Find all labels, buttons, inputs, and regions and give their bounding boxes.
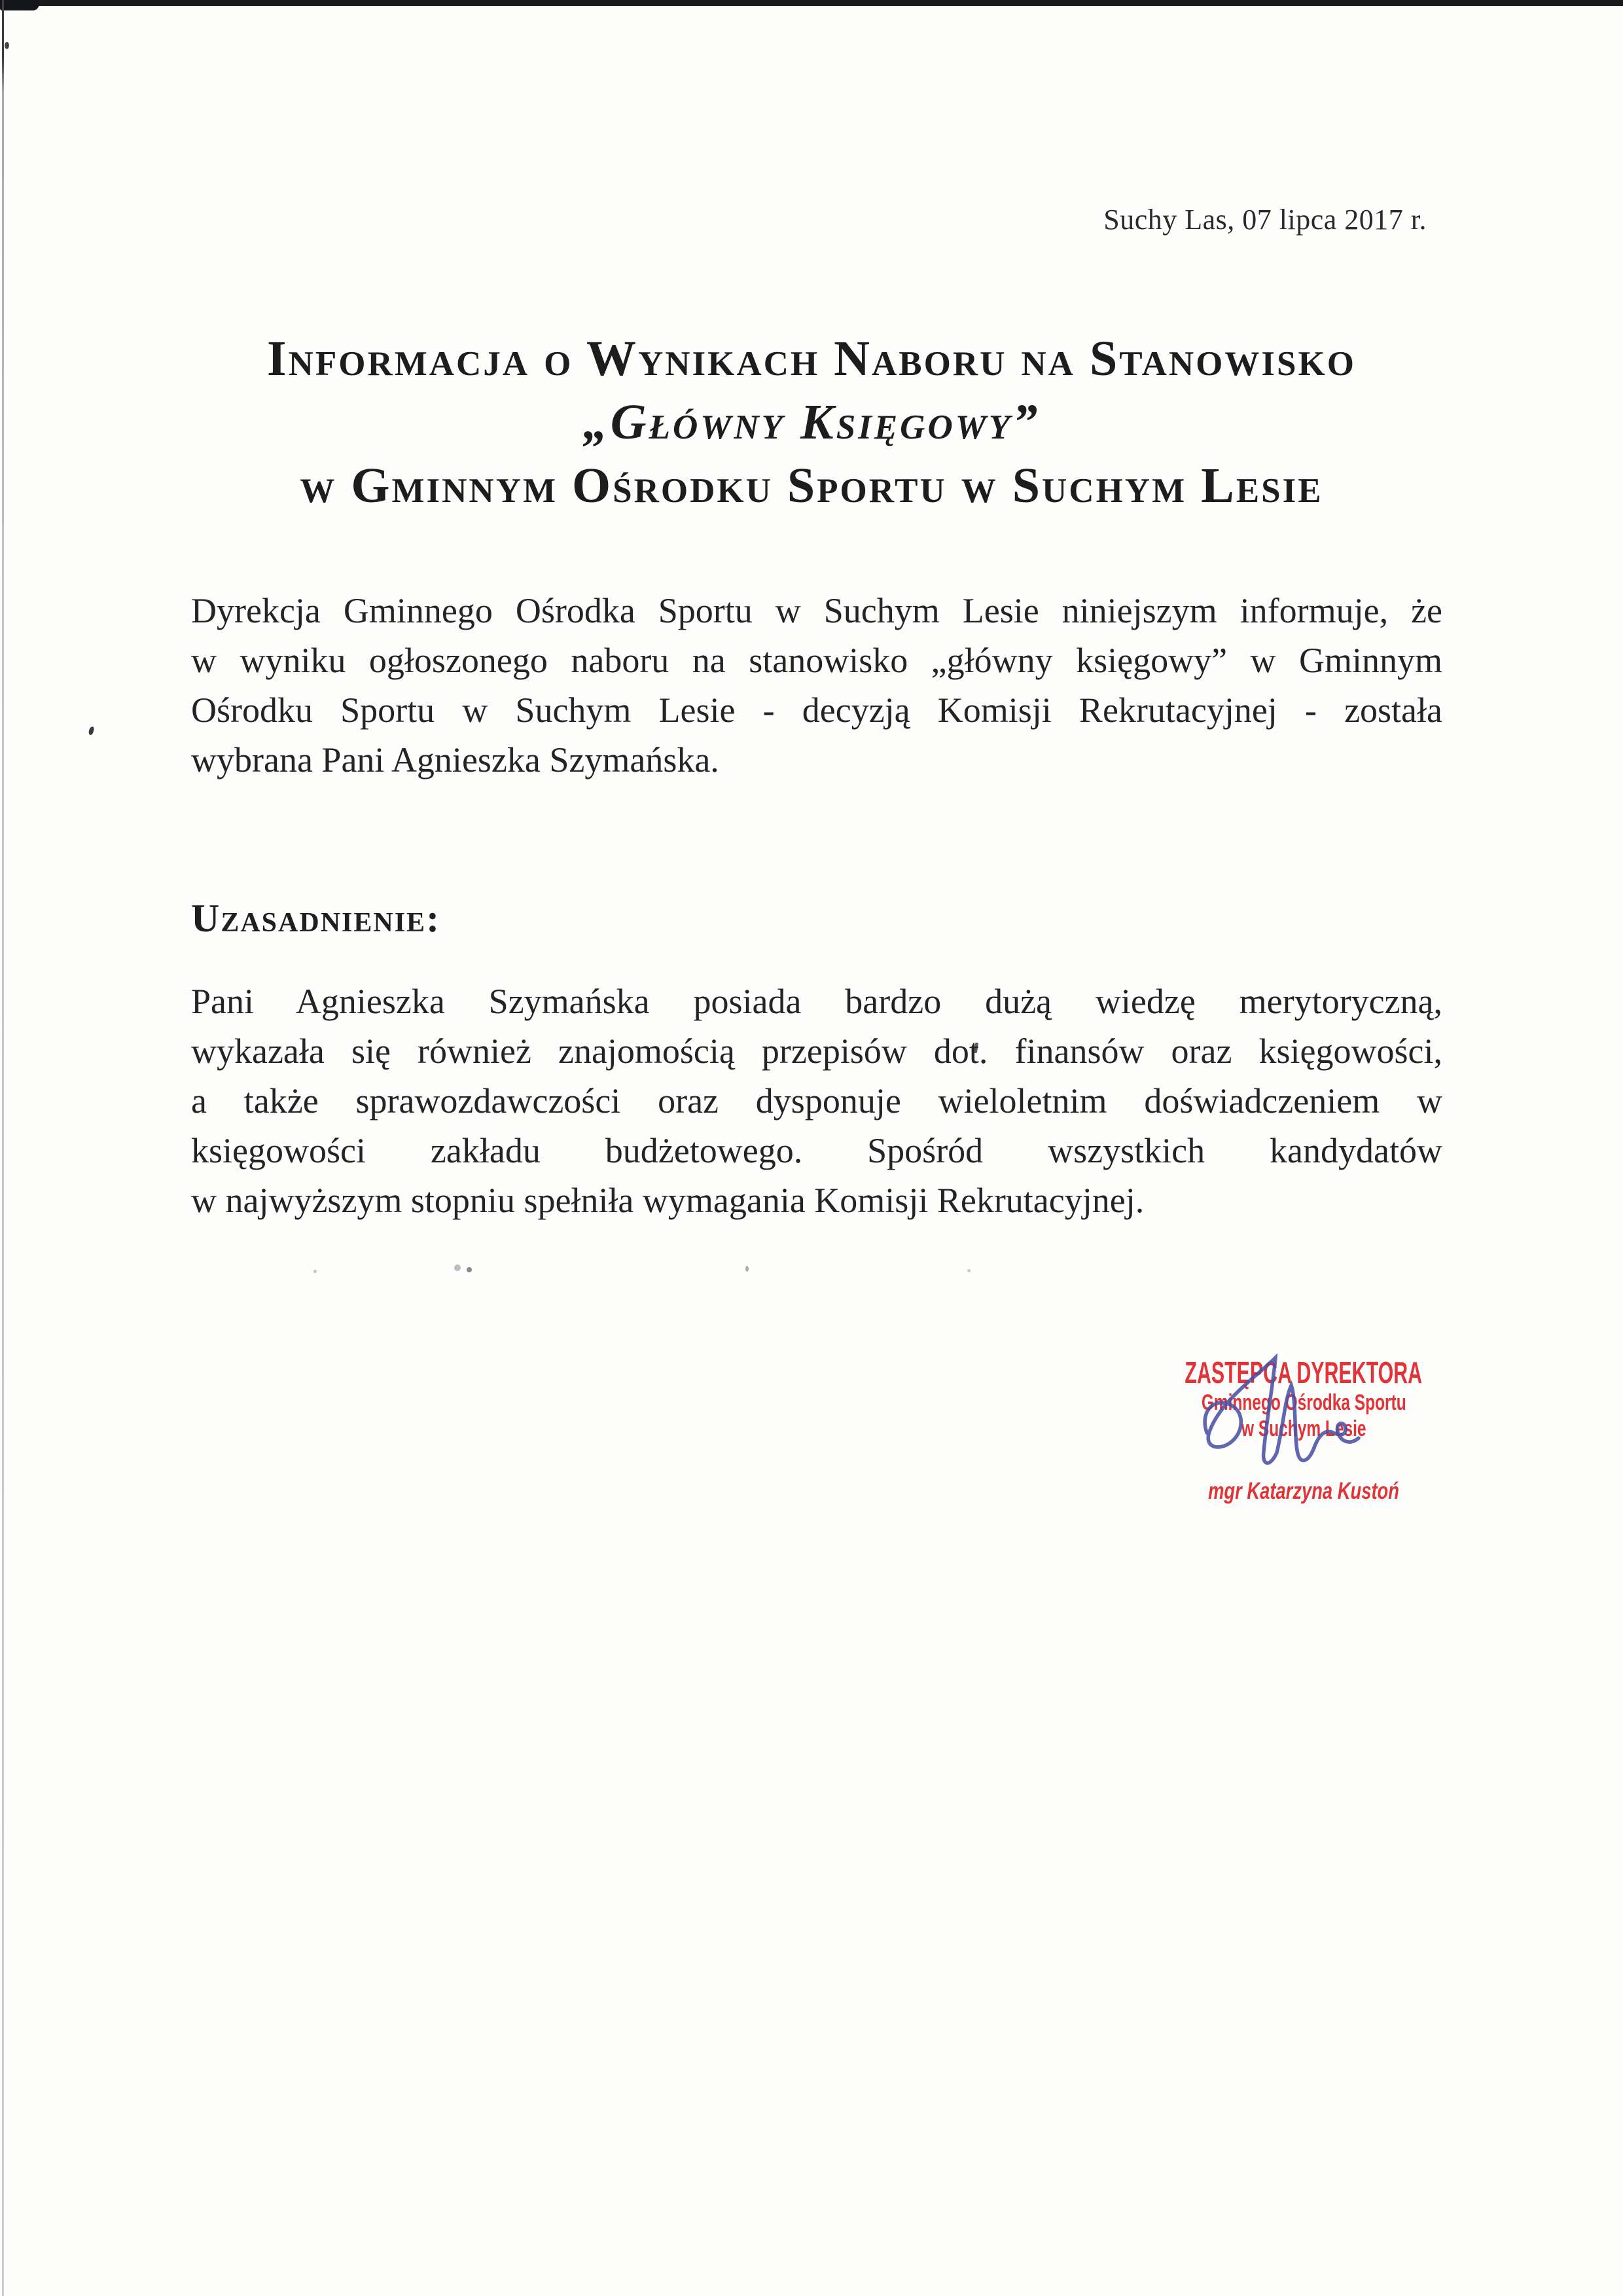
paragraph-line: w najwyższym stopniu spełniła wymagania Komisji Rekrutacyjnej. — [191, 1181, 1145, 1220]
title-line-1: Informacja o Wynikach Naboru na Stanowisko — [267, 331, 1356, 386]
scan-speck — [454, 1265, 461, 1271]
document-title — [157, 327, 1466, 518]
scan-speck — [467, 1267, 472, 1272]
scan-speck — [745, 1266, 749, 1272]
paragraph-line: Pani Agnieszka Szymańska posiada bardzo dużą wiedzę merytoryczną, — [191, 982, 1442, 1021]
title-line-3: w Gminnym Ośrodku Sportu w Suchym Lesie — [300, 458, 1323, 513]
justification-heading: Uzasadnienie: — [191, 897, 441, 940]
title-line-2: „Główny Księgowy” — [582, 395, 1041, 450]
paragraph-line: wykazała się również znajomością przepisów dot. finansów oraz księgowości, — [191, 1031, 1442, 1071]
date-line: Suchy Las, 07 lipca 2017 r. — [1103, 204, 1427, 236]
paragraph-line: Dyrekcja Gminnego Ośrodka Sportu w Suchym Lesie niniejszym informuje, że — [191, 591, 1442, 630]
paragraph-line: a także sprawozdawczości oraz dysponuje wieloletnim doświadczeniem w — [191, 1081, 1442, 1121]
paragraph-line: Ośrodku Sportu w Suchym Lesie - decyzją Komisji Rekrutacyjnej - została — [191, 691, 1442, 730]
signer-name: mgr Katarzyna Kustoń — [1208, 1477, 1399, 1504]
justification-paragraph — [191, 977, 1442, 1225]
stamp-place-line: w Suchym Lesie — [1241, 1416, 1366, 1441]
scan-top-edge — [0, 0, 1623, 6]
stamp-title: ZASTĘPCA DYREKTORA — [1185, 1355, 1423, 1390]
stamp-org-line: Gminnego Ośrodka Sportu — [1201, 1390, 1406, 1415]
paragraph-line: wybrana Pani Agnieszka Szymańska. — [191, 740, 719, 780]
scan-left-edge — [2, 0, 4, 2296]
signature-ink — [1196, 1354, 1361, 1479]
scan-corner-artifact — [0, 0, 39, 10]
scan-speck — [88, 726, 95, 735]
paragraph-line: księgowości zakładu budżetowego. Spośród wszystkich kandydatów — [191, 1131, 1442, 1170]
intro-paragraph — [191, 586, 1442, 785]
scan-speck — [313, 1270, 317, 1273]
scan-speck — [967, 1269, 971, 1272]
paragraph-line: w wyniku ogłoszonego naboru na stanowisko „główny księgowy” w Gminnym — [191, 641, 1442, 680]
scan-speck — [5, 42, 9, 49]
